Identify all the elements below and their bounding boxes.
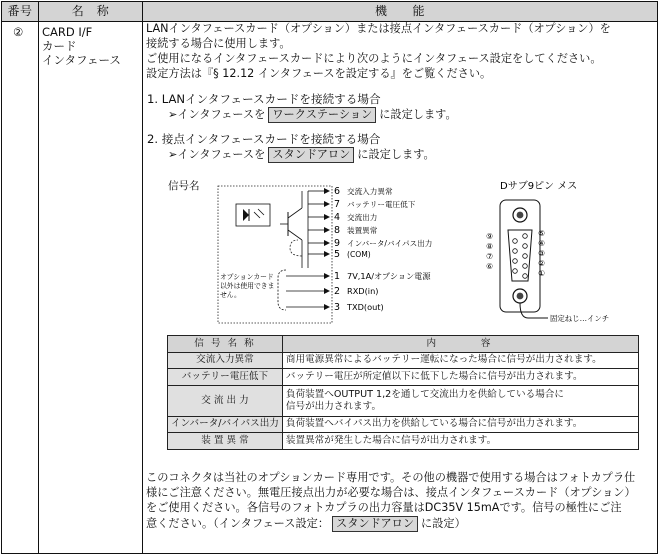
case1-instruction — [168, 107, 457, 123]
case2-suffix: に設定します。 — [357, 148, 435, 161]
signal-header-name: 信 号 名 称 — [168, 336, 283, 353]
row-name-line: インタフェース — [42, 53, 121, 67]
signal-content: 負荷装置へバイパス出力を供給している場合に信号が出力されます。 — [282, 416, 638, 433]
case2-instruction — [168, 147, 435, 163]
signal-name: 交 流 出 力 — [168, 385, 283, 416]
pin-number: 4 — [334, 212, 341, 223]
pin-label: 装置異常 — [347, 226, 378, 235]
pin-position: ⑤ — [538, 229, 546, 238]
pin-number: 1 — [334, 271, 341, 282]
signal-content: 装置異常が発生した場合に信号が出力されます。 — [282, 433, 638, 450]
signal-name: インバータ/バイパス出力 — [168, 416, 283, 433]
pin-position: ③ — [538, 249, 546, 258]
table-row — [168, 385, 639, 416]
led-icon — [243, 209, 249, 221]
intro-line: 設定方法は『§ 12.12 インタフェースを設定する』をご覧ください。 — [146, 67, 492, 80]
signal-name: 交流入力異常 — [168, 352, 283, 369]
header-name: 名 称 — [71, 4, 110, 18]
pin-label: バッテリー電圧低下 — [347, 200, 416, 209]
pin-label: インバータ/バイパス出力 — [347, 239, 433, 248]
table-header — [2, 2, 657, 22]
intro-line: 接続する場合に使用します。 — [146, 37, 291, 50]
signal-content: バッテリー電圧が所定値以下に低下した場合に信号が出力されます。 — [282, 369, 638, 386]
pin-label: (COM) — [347, 250, 371, 259]
footer-line: このコネクタは当社のオプションカード専用です。その他の機器で使用する場合はフォトカプラ仕 — [146, 471, 636, 484]
option-note-line: 以外は使用できま — [220, 282, 275, 290]
pin-label: RXD(in) — [347, 286, 379, 296]
footer-setting-box: スタンドアロン — [332, 516, 418, 532]
pin-number: 8 — [334, 225, 341, 236]
pin-position: ⑨ — [486, 232, 494, 241]
signal-content-line: 負荷装置へOUTPUT 1,2を通して交流出力を供給している場合に — [285, 388, 564, 400]
photocoupler-box — [236, 204, 270, 226]
row-number: ② — [13, 25, 24, 39]
pin-label: 交流入力異常 — [347, 187, 393, 196]
footer-line: をご使用ください。各信号のフォトカプラの出力容量はDC35V 15mAです。信号の極性にご注 — [146, 501, 622, 514]
pin-number: 3 — [334, 302, 341, 313]
pin-position: ⑥ — [486, 262, 494, 271]
table-row — [168, 352, 639, 369]
intro-line: ご使用になるインタフェースカードにより次のようにインタフェース設定をしてください。 — [146, 52, 602, 65]
case2-prefix: ➢インタフェースを — [168, 148, 266, 161]
screw-label: 固定ねじ…インチ — [550, 314, 610, 323]
pin-number: 7 — [334, 199, 341, 210]
connector-diagram — [150, 178, 650, 338]
pin-position: ④ — [538, 239, 546, 248]
case1-suffix: に設定します。 — [379, 108, 457, 121]
option-note-line: オプションカード — [220, 273, 274, 281]
signal-name: バッテリー電圧低下 — [168, 369, 283, 386]
signal-name-label: 信号名 — [168, 180, 200, 192]
footer-prefix: 意ください。（インタフェース設定： — [146, 517, 330, 530]
case2-setting-box: スタンドアロン — [268, 147, 354, 163]
case1-setting-box: ワークステーション — [268, 107, 376, 123]
footer-line: 様にご注意ください。無電圧接点出力が必要な場合は、接点インタフェースカード（オプション） — [146, 486, 636, 499]
intro-line: LANインタフェースカード（オプション）または接点インタフェースカード（オプション）を — [146, 22, 611, 35]
connector-label: Dサブ9ピン メス — [500, 181, 578, 192]
pin-number: 5 — [334, 249, 341, 260]
column-divider — [142, 2, 143, 553]
table-row — [168, 369, 639, 386]
column-divider — [38, 2, 39, 553]
row-name-line: カード — [42, 39, 77, 53]
pin-label: 7V,1A/オプション電源 — [347, 271, 431, 281]
pin-position: ⑦ — [486, 252, 494, 261]
header-function: 機 能 — [374, 4, 425, 18]
header-number: 番号 — [7, 4, 33, 18]
pin-leads — [286, 191, 324, 307]
pin-number: 2 — [334, 286, 341, 297]
footer-line — [146, 516, 466, 532]
case2-title: 2. 接点インタフェースカードを接続する場合 — [147, 132, 381, 146]
pin-number: 6 — [334, 186, 341, 197]
table-row — [168, 416, 639, 433]
signal-content-line: 信号が出力されます。 — [285, 400, 382, 412]
signal-table-header — [168, 336, 639, 353]
option-note-line: せん。 — [220, 291, 241, 299]
footer-suffix: に設定） — [421, 517, 466, 530]
pin-label: 交流出力 — [347, 213, 378, 222]
signal-table — [167, 335, 639, 450]
signal-content — [282, 385, 638, 416]
signal-name: 装 置 異 常 — [168, 433, 283, 450]
pin-position: ⑧ — [486, 242, 494, 251]
pin-label: TXD(out) — [347, 302, 384, 312]
row-name-line: CARD I/F — [42, 25, 93, 39]
signal-content: 商用電源異常によるバッテリー運転になった場合に信号が出力されます。 — [282, 352, 638, 369]
pin-position: ① — [538, 269, 546, 278]
table-row — [168, 433, 639, 450]
signal-header-content: 内 容 — [282, 336, 638, 353]
pin-position: ② — [538, 259, 546, 268]
case1-title: 1. LANインタフェースカードを接続する場合 — [147, 92, 381, 106]
card-outline — [218, 186, 332, 323]
case1-prefix: ➢インタフェースを — [168, 108, 266, 121]
pin-number: 9 — [334, 238, 341, 249]
